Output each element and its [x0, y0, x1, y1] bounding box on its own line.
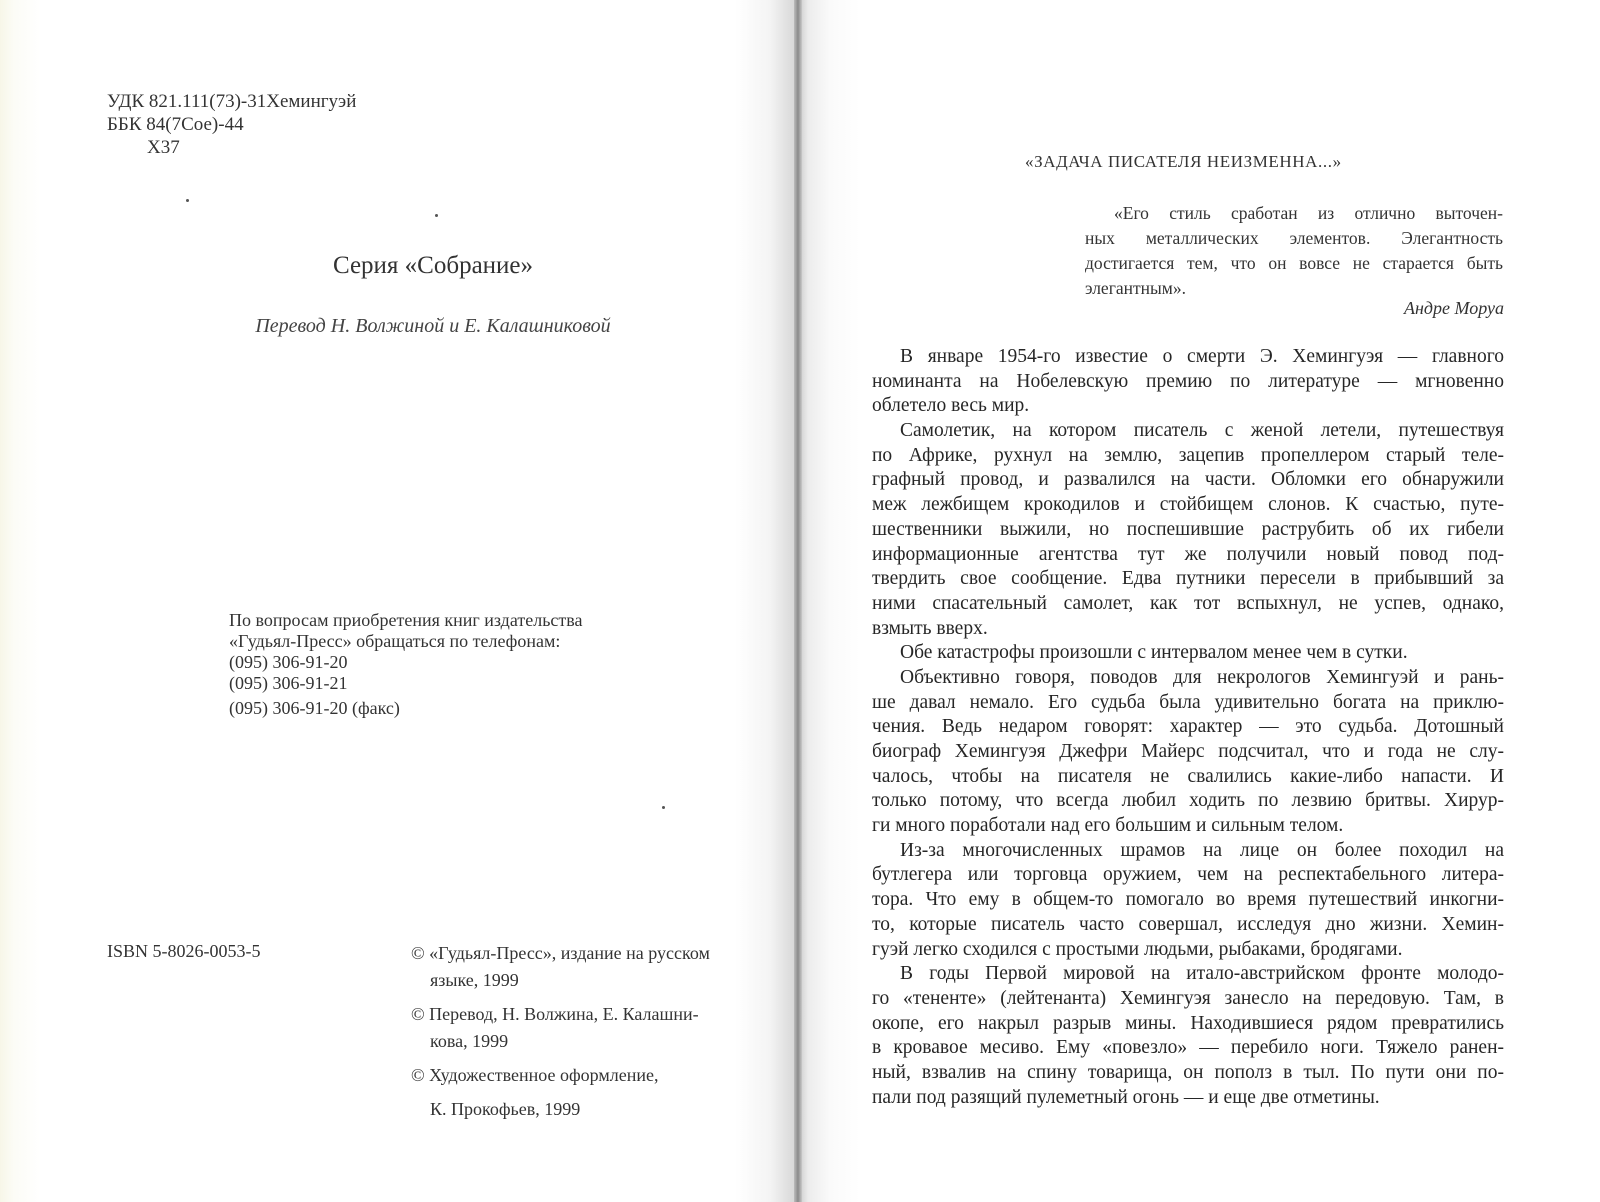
- copyright-line: © «Гудьял-Пресс», издание на русском: [411, 943, 710, 963]
- chapter-title: «ЗАДАЧА ПИСАТЕЛЯ НЕИЗМЕННА...»: [1025, 152, 1342, 171]
- body-line: тора. Что ему в общем-то помогало во время путешествий инкогни-: [872, 889, 1504, 911]
- epigraph-line: ных металлических элементов. Элегантность: [1085, 228, 1503, 248]
- body-line: по Африке, рухнул на землю, зацепив пропеллером старый теле-: [872, 444, 1504, 466]
- copyright-block: [411, 940, 710, 1123]
- purchase-contacts: [229, 610, 583, 719]
- epigraph-line: «Его стиль сработан из отлично выточен-: [1114, 203, 1503, 223]
- isbn: ISBN 5-8026-0053-5: [107, 941, 261, 961]
- fax-number: (095) 306-91-20 (факс): [229, 698, 400, 718]
- body-line: твердить свое сообщение. Едва путники пересели в прибывший за: [872, 568, 1504, 590]
- body-line: Объективно говоря, поводов для некрологов Хемингуэй и рань-: [900, 666, 1504, 688]
- copyright-line: © Перевод, Н. Волжина, Е. Калашни-: [411, 1004, 699, 1024]
- body-line: ними спасательный самолет, как тот вспыхнул, не успев, однако,: [872, 592, 1504, 614]
- body-line: го «тененте» (лейтенанта) Хемингуэя занесло на передовую. Там, в: [872, 987, 1504, 1009]
- body-line: взмыть вверх.: [872, 617, 988, 639]
- copyright-line: языке, 1999: [430, 970, 519, 990]
- phone-number: (095) 306-91-20: [229, 652, 348, 672]
- body-line: Из-за многочисленных шрамов на лице он более походил на: [900, 839, 1504, 861]
- body-line: окопе, его накрыл разрыв мины. Находившиеся рядом превратились: [872, 1012, 1504, 1034]
- book-gutter: [794, 0, 802, 1202]
- body-line: ше давал немало. Его судьба была удивительно богата на приклю-: [872, 691, 1504, 713]
- copyright-line: К. Прокофьев, 1999: [430, 1099, 581, 1119]
- body-line: В годы Первой мировой на итало-австрийском фронте молодо-: [900, 963, 1504, 985]
- body-line: только потому, что всегда любил ходить по лезвию бритвы. Хирур-: [872, 790, 1504, 812]
- body-line: биограф Хемингуэя Джефри Майерс подсчитал, что и года не слу-: [872, 741, 1504, 762]
- udk-code: УДК 821.111(73)-31Хемингуэй: [107, 91, 357, 112]
- translation-credit: Перевод Н. Волжиной и Е. Калашниковой: [255, 315, 611, 337]
- body-line: бутлегера или торговца оружием, чем на респектабельного литера-: [872, 864, 1504, 886]
- paper-speck: [186, 199, 189, 202]
- copyright-line: кова, 1999: [430, 1031, 509, 1051]
- contacts-line: По вопросам приобретения книг издательства: [229, 610, 583, 630]
- classification-codes: [107, 90, 356, 159]
- contacts-line: «Гудьял-Пресс» обращаться по телефонам:: [229, 631, 561, 651]
- body-line: ный, взвалив на спину товарища, он пополз в тыл. По пути они по-: [872, 1061, 1504, 1083]
- body-line: В январе 1954-го известие о смерти Э. Хемингуэя — главного: [900, 346, 1504, 367]
- body-line: номинанта на Нобелевскую премию по литературе — мгновенно: [872, 370, 1504, 392]
- body-line: облетело весь мир.: [872, 395, 1030, 417]
- body-line: чалось, чтобы на писателя не свалились какие-либо напасти. И: [872, 765, 1504, 787]
- body-line: ги много поработали над его большим и сильным телом.: [872, 815, 1344, 837]
- paper-speck: [435, 214, 438, 217]
- epigraph-line: элегантным».: [1085, 278, 1186, 298]
- epigraph: [1085, 201, 1503, 301]
- body-line: графный провод, и развалился на части. Обломки его обнаружили: [872, 469, 1504, 491]
- body-line: то, которые писатель часто совершал, исследуя дно жизни. Хемин-: [872, 913, 1504, 935]
- body-line: гуэй легко сходился с простыми людьми, рыбаками, бродягами.: [872, 938, 1403, 960]
- body-line: Самолетик, на котором писатель с женой летели, путешествуя: [900, 420, 1504, 442]
- bbk-code: ББК 84(7Сое)-44: [107, 114, 244, 135]
- paper-speck: [662, 806, 665, 809]
- body-line: Обе катастрофы произошли с интервалом менее чем в сутки.: [900, 642, 1408, 664]
- body-line: в кровавое месиво. Ему «повезло» — перебило ноги. Тяжело ранен-: [872, 1037, 1504, 1059]
- phone-number: (095) 306-91-21: [229, 673, 348, 693]
- body-line: чения. Ведь недаром говорят: характер — это судьба. Дотошный: [872, 716, 1504, 738]
- chapter-body: [872, 345, 1504, 1110]
- body-line: меж лежбищем крокодилов и стойбищем слонов. К счастью, путе-: [872, 494, 1504, 516]
- body-line: пали под разящий пулеметный огонь — и еще две отметины.: [872, 1086, 1380, 1108]
- body-line: информационные агентства тут же получили новый повод под-: [872, 543, 1504, 565]
- epigraph-line: достигается тем, что он вовсе не старается быть: [1085, 253, 1503, 273]
- author-mark: Х37: [147, 137, 180, 158]
- body-line: шественники выжили, но поспешившие раструбить об их гибели: [872, 518, 1504, 540]
- series-title: Серия «Собрание»: [332, 252, 534, 279]
- epigraph-author: Андре Моруа: [1403, 298, 1504, 318]
- copyright-line: © Художественное оформление,: [411, 1065, 659, 1085]
